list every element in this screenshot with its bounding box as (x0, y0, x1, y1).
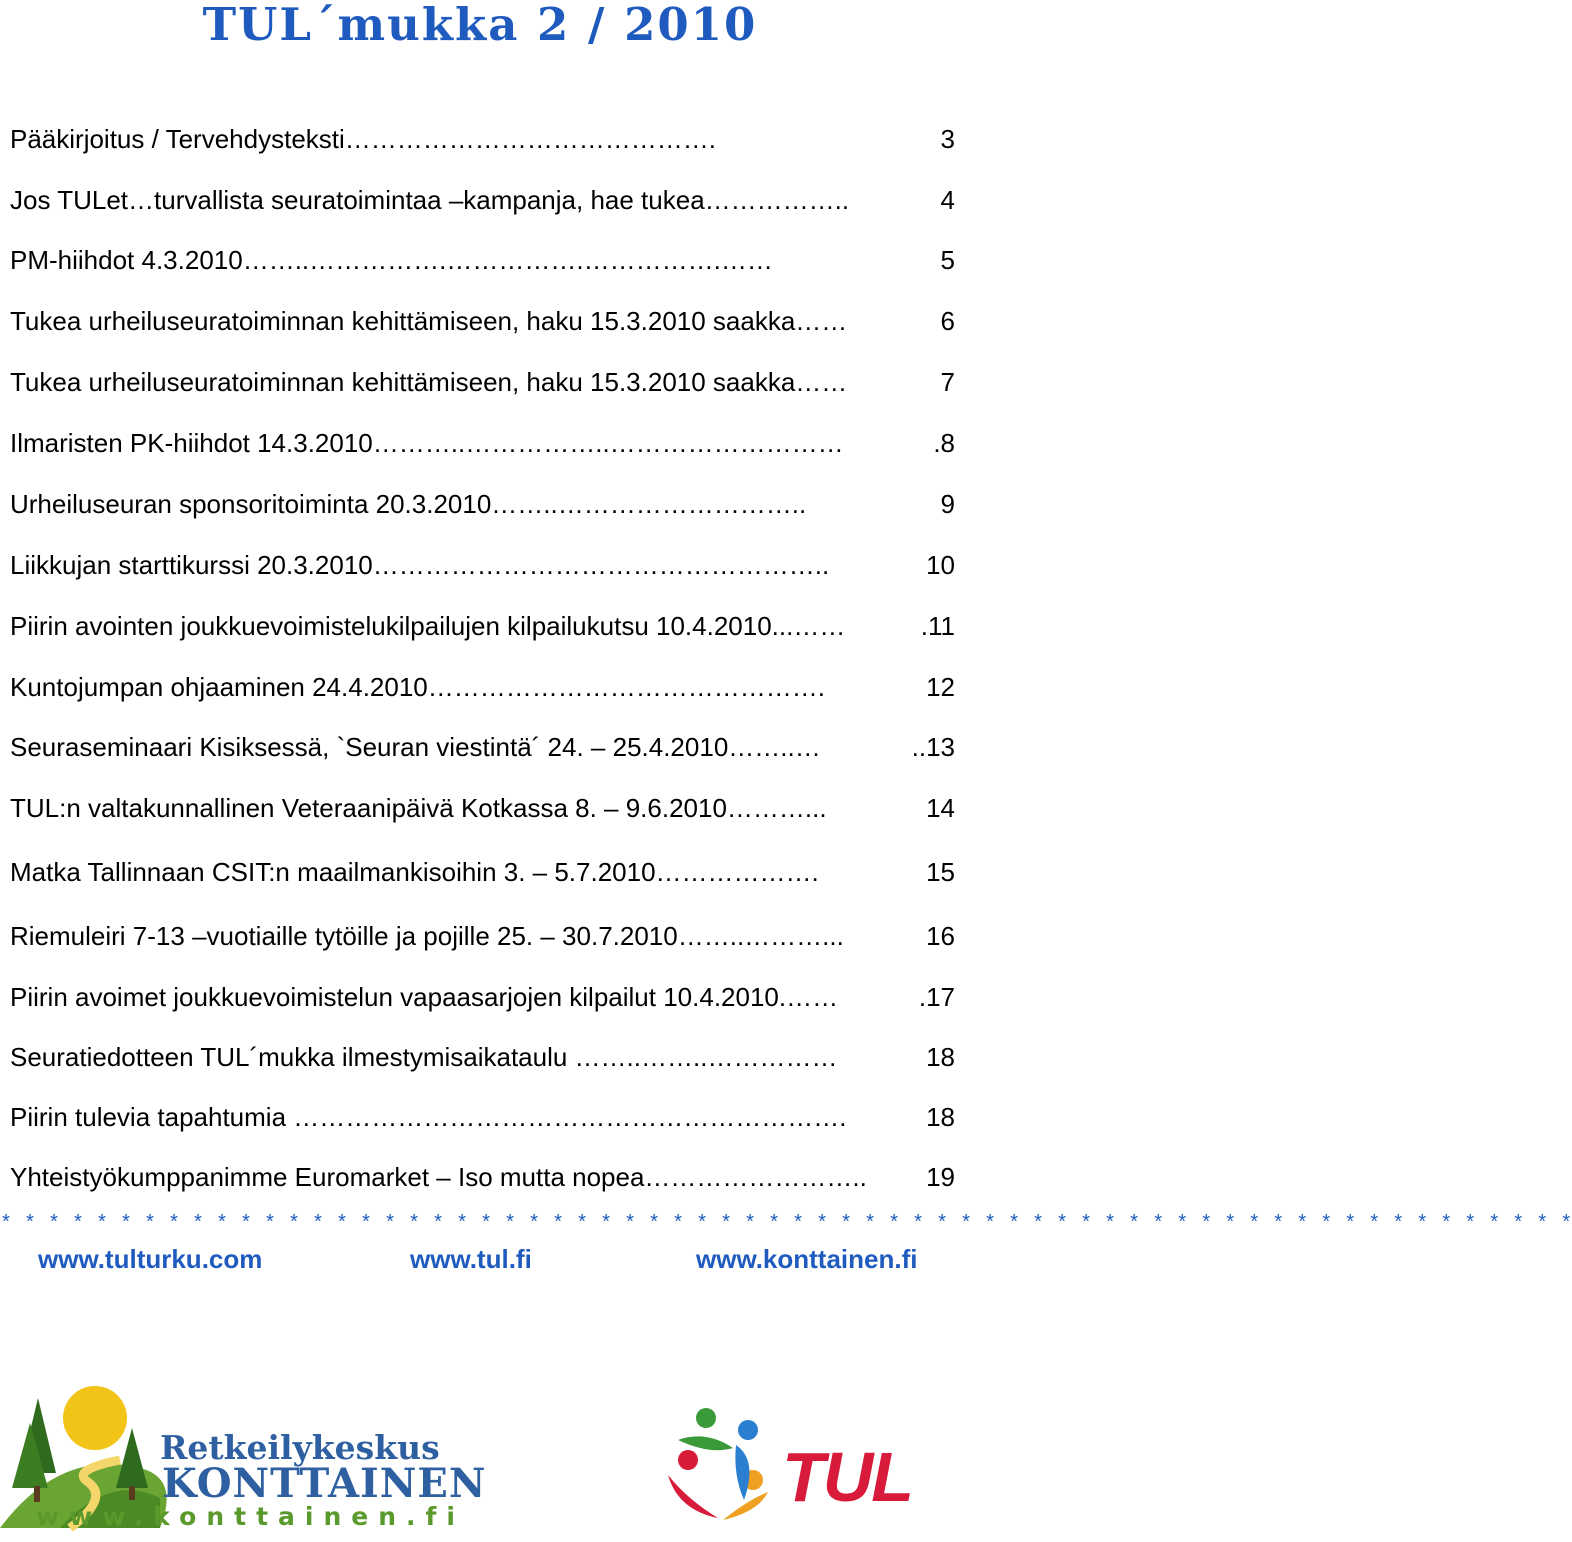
toc-row (10, 304, 955, 338)
toc-entry-page: 10 (926, 550, 955, 580)
toc-row (10, 1040, 955, 1074)
toc-entry-page: 15 (926, 857, 955, 887)
toc-entry-title: PM-hiihdot 4.3.2010……..…………….…………….…………….…… (10, 245, 773, 275)
toc-row (10, 1100, 955, 1134)
toc-row (10, 487, 955, 521)
toc-row (10, 855, 955, 889)
toc-entry-page: 19 (926, 1162, 955, 1192)
toc-entry-title: Piirin avoimet joukkuevoimistelun vapaasarjojen kilpailut 10.4.2010.…… (10, 982, 839, 1012)
link-tul[interactable]: www.tul.fi (410, 1244, 532, 1274)
link-konttainen[interactable]: www.konttainen.fi (696, 1244, 918, 1274)
toc-entry-title: Tukea urheiluseuratoiminnan kehittämiseen, haku 15.3.2010 saakka…… (10, 367, 848, 397)
star-separator: * * * * * * * * * * * * * * * * * * * * * * * * * * * * * * * * * * * * * * * * * * * * * * * * * * * * * * * * * * * * * * * * * * (0, 1213, 1572, 1236)
toc-entry-title: Kuntojumpan ohjaaminen 24.4.2010………………………………………. (10, 672, 825, 702)
page-title: TUL´mukka 2 / 2010 (202, 0, 758, 51)
toc-entry-title: Tukea urheiluseuratoiminnan kehittämiseen, haku 15.3.2010 saakka…… (10, 306, 848, 336)
toc-row (10, 980, 955, 1014)
toc-entry-title: Jos TULet…turvallista seuratoimintaa –kampanja, hae tukea…………….. (10, 185, 850, 215)
toc-entry-page: .17 (918, 982, 955, 1012)
toc-entry-title: Matka Tallinnaan CSIT:n maailmankisoihin 3. – 5.7.2010………………. (10, 857, 819, 887)
toc-entry-title: Yhteistyökumppanimme Euromarket – Iso mutta nopea…………………….. (10, 1162, 867, 1192)
toc-entry-page: 12 (926, 672, 955, 702)
toc-row (10, 426, 955, 460)
toc-row (10, 365, 955, 399)
toc-row (10, 122, 955, 156)
toc-entry-title: Riemuleiri 7-13 –vuotiaille tytöille ja pojille 25. – 30.7.2010……..………... (10, 921, 844, 951)
toc-entry-page: 7 (940, 367, 955, 397)
toc-row (10, 183, 955, 217)
toc-row (10, 919, 955, 953)
toc-entry-title: Urheiluseuran sponsoritoiminta 20.3.2010……..……………………….. (10, 489, 807, 519)
toc-row (10, 730, 955, 764)
toc-entry-page: 18 (926, 1102, 955, 1132)
toc-entry-title: Piirin tulevia tapahtumia ………………………………………………………. (10, 1102, 847, 1132)
toc-entry-page: 6 (940, 306, 955, 336)
toc-row (10, 243, 955, 277)
link-tulturku[interactable]: www.tulturku.com (38, 1244, 263, 1274)
toc-entry-title: TUL:n valtakunnallinen Veteraanipäivä Kotkassa 8. – 9.6.2010………... (10, 793, 827, 823)
toc-entry-title: Ilmaristen PK-hiihdot 14.3.2010………..……………..……………………… (10, 428, 844, 458)
toc-entry-page: .11 (920, 611, 955, 641)
toc-row (10, 609, 955, 643)
toc-entry-page: 5 (940, 245, 955, 275)
toc-entry-page: 18 (926, 1042, 955, 1072)
toc-entry-page: 16 (926, 921, 955, 951)
toc-entry-page: .8 (933, 428, 955, 458)
toc-entry-page: 3 (940, 124, 955, 154)
toc-entry-title: Seuratiedotteen TUL´mukka ilmestymisaikataulu ……..……..…………… (10, 1042, 838, 1072)
toc-entry-page: 4 (940, 185, 955, 215)
toc-row (10, 1160, 955, 1194)
toc-row (10, 791, 955, 825)
toc-entry-title: Pääkirjoitus / Tervehdysteksti……………………………………. (10, 124, 716, 154)
tul-logo-text: TUL (782, 1438, 913, 1516)
toc-entry-page: 14 (926, 793, 955, 823)
toc-entry-title: Liikkujan starttikurssi 20.3.2010…………………………………………….. (10, 550, 830, 580)
toc-row (10, 548, 955, 582)
konttainen-logo-web: www.konttainen.fi (36, 1502, 465, 1531)
toc-row (10, 670, 955, 704)
toc-entry-title: Piirin avointen joukkuevoimistelukilpailujen kilpailukutsu 10.4.2010...…… (10, 611, 846, 641)
toc-entry-title: Seuraseminaari Kisiksessä, `Seuran viestintä´ 24. – 25.4.2010……..… (10, 732, 821, 762)
konttainen-logo-line2: KONTTAINEN (162, 1460, 487, 1507)
toc-entry-page: 9 (940, 489, 955, 519)
konttainen-logo-line1: Retkeilykeskus (160, 1428, 440, 1467)
toc-entry-page: ..13 (911, 732, 955, 762)
